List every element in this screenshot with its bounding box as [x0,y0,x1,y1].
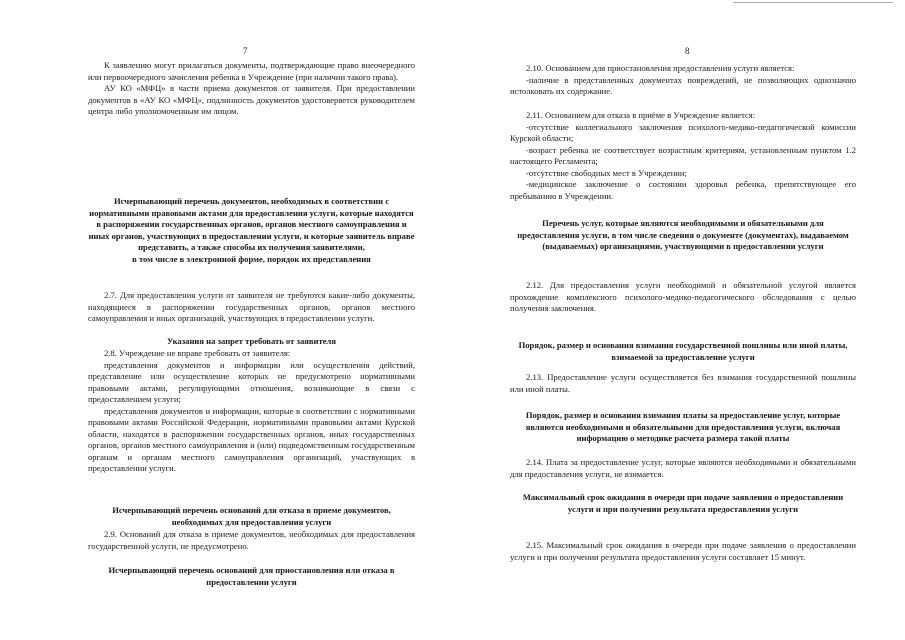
paragraph-2-7: 2.7. Для предоставления услуги от заявителя не требуются какие-либо документы, находящиеся в распоряжении государственных органов, органов местного самоуправления и иных организаций, участвующих в предоставлении услуги. [88,290,415,323]
left-page [88,0,415,640]
heading-line: Исчерпывающий перечень документов, необходимых в соответствии с нормативными правовыми актами для предоставления услуги, которые находятся в распоряжении государственных органов, органов местного самоуправления и иных органов, участвующих в предоставлении услуги, и которые заявитель вправе представить, а также способы их получения заявителями, [88,196,415,252]
heading-line: Максимальный срок ожидания в очереди при подаче заявления о предоставлении услуги и при получении результата предоставления услуги [522,492,844,514]
paragraph-attachments: К заявлению могут прилагаться документы, подтверждающие право внеочередного или первоочередного зачисления ребенка в Учреждение (при наличии такого права). [88,60,415,82]
page-number: 8 [685,46,690,56]
heading-suspension [88,565,415,588]
heading-line: Исчерпывающий перечень оснований для отказа в приеме документов, необходимых для предоставления услуги [112,505,391,527]
section-2-8 [88,348,415,475]
heading-line: Перечень услуг, которые являются необходимыми и обязательными для предоставления услуги, в том числе сведения о документе (документах), выдаваемом (выдаваемых) организациями, участвующими в предоставлении услуги [517,218,849,251]
heading-line: Порядок, размер и основания взимания государственной пошлины или иной платы, взимаемой за предоставление услуги [518,340,848,362]
list-item: -отсутствие коллегиального заключения психолого-медико-педагогической комиссии Курской области; [510,121,856,143]
paragraph-2-9: 2.9. Оснований для отказа в приеме документов, необходимых для предоставления государственной услуги, не предусмотрено. [88,529,415,551]
section-2-7 [88,290,415,325]
heading-line: Порядок, размер и основания взимания платы за предоставление услуг, которые являются необходимыми и обязательными для предоставления услуги, включая информацию о методике расчета размера такой платы [525,410,841,443]
right-page [510,0,856,640]
list-item: -отсутствие свободных мест в Учреждении; [526,167,687,178]
paragraph-mfc: АУ КО «МФЦ» в части приема документов от заявителя. При предоставлении документов в «АУ КО «МФЦ», подлинность документов удостоверяется руководителем центра либо уполномоченным им лицом. [88,83,415,116]
heading-documents-list [88,196,415,265]
heading-line: Указания на запрет требовать от заявителя [167,336,336,346]
heading-line: в том числе в электронной форме, порядок их представления [132,253,371,264]
list-item: -медицинское заключение о состоянии здоровья ребенка, препятствующее его пребыванию в Учреждении. [510,179,856,201]
paragraph-2-11: 2.11. Основанием для отказа в приёме в Учреждение является: [526,110,756,120]
section-2-15 [510,540,856,563]
paragraph-2-8-b: представления документов и информации, которые в соответствии с нормативными правовыми актами Российской Федерации, нормативными правовыми актами Курской области, находятся в распоряжении государственных органов, иных государственных органов, органов местного самоуправления и (или) подведомственным государственным органам и органам местного самоуправления организаций, участвующих в предоставлении услуги. [88,405,415,473]
list-item: -возраст ребенка не соответствует возрастным критериям, установленным пунктом 1.2 настоящего Регламента; [510,144,856,166]
paragraph-2-10-a: -наличие в представленных документах повреждений, не позволяющих однозначно истолковать их содержание. [510,74,856,96]
heading-prohibition [88,336,415,348]
paragraph-2-15: 2.15. Максимальный срок ожидания в очереди при подаче заявления о предоставлении услуги и при получении результата предоставления услуги составляет 15 минут. [510,540,856,562]
paragraph-2-12: 2.12. Для предоставления услуги необходимой и обязательной услугой является прохождение комплексного психолого-медико-педагогического обследования с целью получения заключения. [510,280,856,313]
intro-block [88,60,415,118]
section-2-13 [510,372,856,395]
paragraph-2-10: 2.10. Основанием для приостановления предоставления услуги является: [526,63,795,73]
section-2-14 [510,457,856,480]
section-2-10 [510,63,856,98]
section-2-11 [510,110,856,202]
heading-state-duty [510,340,856,363]
paragraph-2-14: 2.14. Плата за предоставление услуг, которые являются необходимыми и обязательными для предоставления услуги, не взимается. [510,457,856,479]
paragraph-2-13: 2.13. Предоставление услуги осуществляется без взимания государственной пошлины или иной платы. [510,372,856,394]
paragraph-2-8-a: представления документов и информации или осуществления действий, представление или осуществление которых не предусмотрено нормативными правовыми актами, регулирующими отношения, возникающие в связи с предоставлением услуги; [88,359,415,404]
heading-refusal-acceptance [88,505,415,528]
paragraph-2-8: 2.8. Учреждение не вправе требовать от заявителя: [104,348,291,358]
heading-fees [510,410,856,445]
heading-max-wait [510,492,856,515]
section-2-12 [510,280,856,315]
heading-required-services [510,218,856,253]
page-number: 7 [243,46,248,56]
section-2-9 [88,529,415,552]
heading-line: Исчерпывающий перечень оснований для приостановления или отказа в предоставлении услуги [108,565,395,587]
